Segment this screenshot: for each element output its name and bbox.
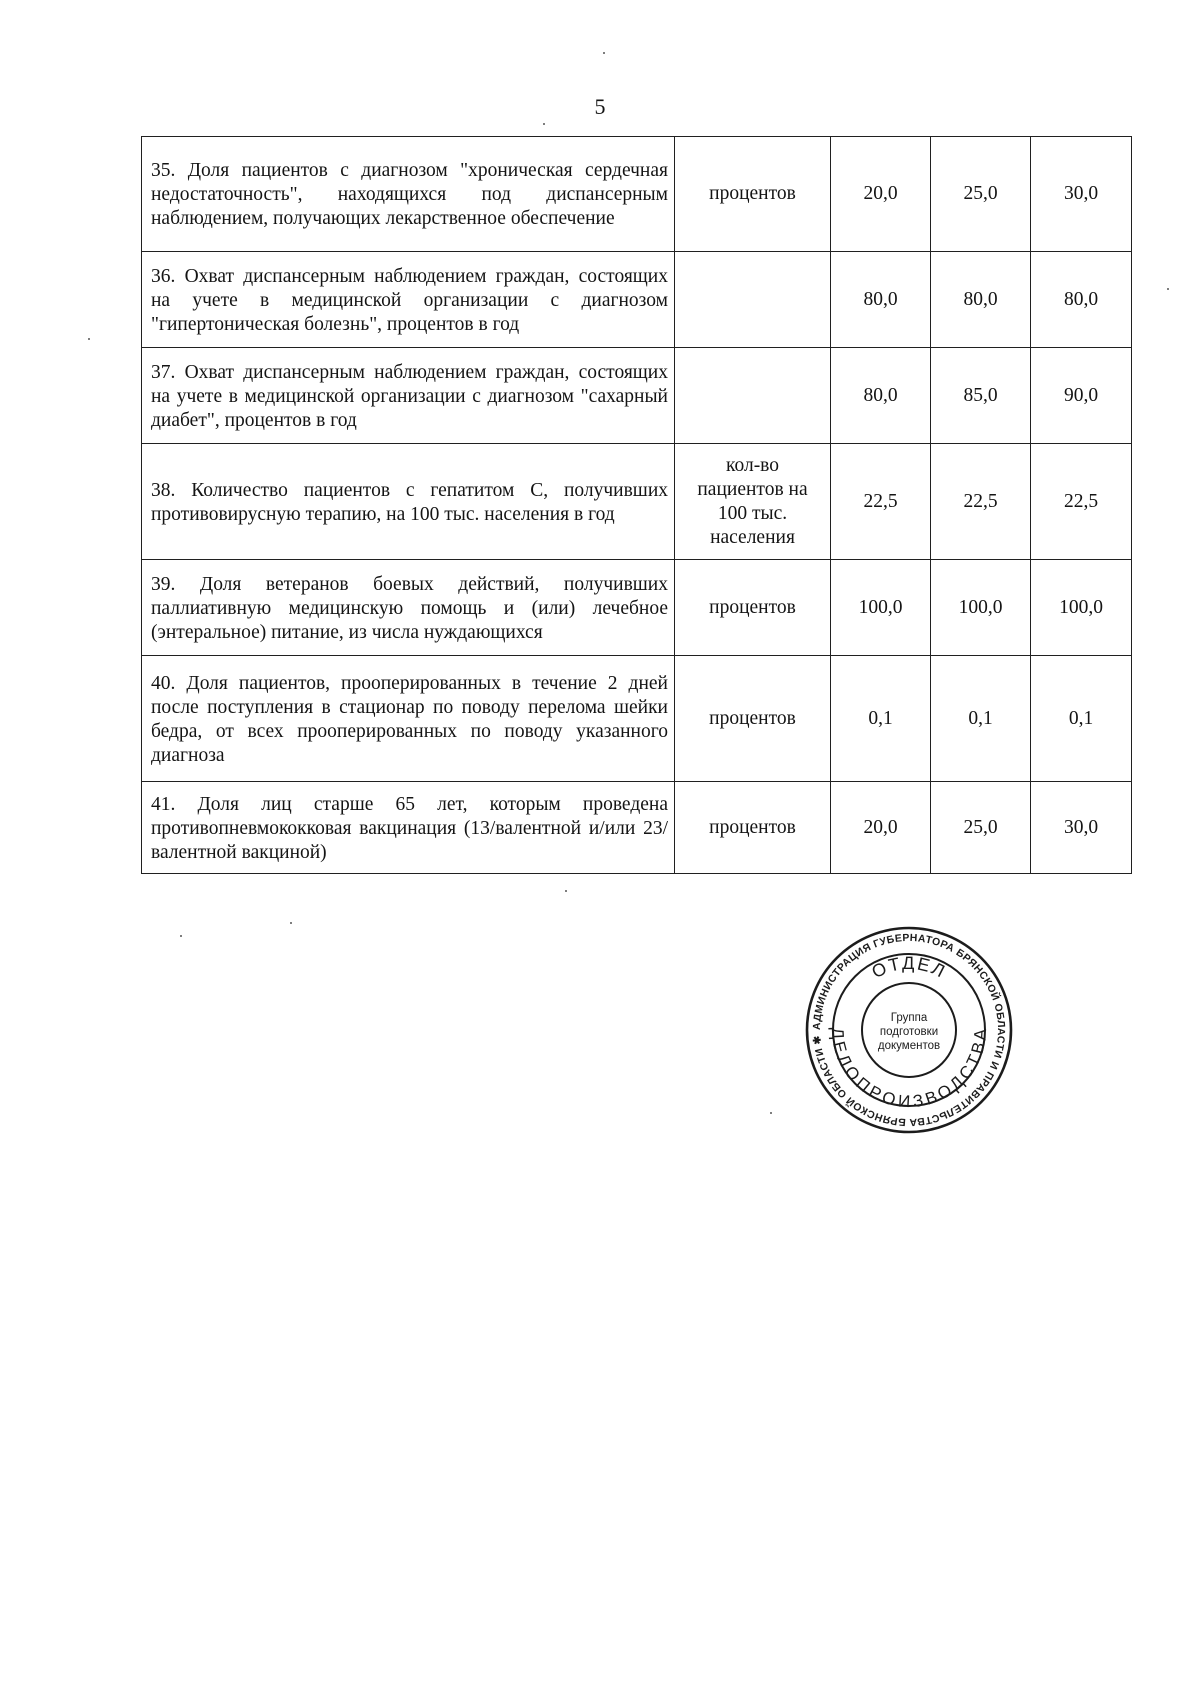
table-row (142, 560, 1132, 656)
scan-speck (1167, 288, 1169, 290)
indicator-description: 38. Количество пациентов с гепатитом С, получивших противовирусную терапию, на 100 тыс. населения в год (142, 444, 675, 560)
scan-speck (565, 890, 567, 892)
page-number: 5 (594, 94, 606, 119)
indicator-value: 100,0 (831, 560, 931, 656)
indicator-value: 100,0 (931, 560, 1031, 656)
indicator-value: 0,1 (931, 656, 1031, 782)
indicator-unit: процентов (675, 560, 831, 656)
stamp-top-arc-text: ОТДЕЛ (868, 952, 950, 983)
stamp-center-line: подготовки (879, 1026, 939, 1038)
indicator-value: 22,5 (931, 444, 1031, 560)
indicator-value: 80,0 (1031, 252, 1132, 348)
indicator-value: 22,5 (1031, 444, 1132, 560)
indicator-value: 20,0 (831, 137, 931, 252)
table-row (142, 782, 1132, 874)
indicator-value: 20,0 (831, 782, 931, 874)
indicator-unit: процентов (675, 137, 831, 252)
scan-speck (770, 1112, 772, 1114)
indicator-value: 0,1 (831, 656, 931, 782)
indicator-unit (675, 252, 831, 348)
indicators-table (141, 136, 1132, 874)
table-row (142, 137, 1132, 252)
indicator-value: 30,0 (1031, 137, 1132, 252)
stamp-center-line: Группа (890, 1012, 928, 1024)
scan-speck (180, 935, 182, 937)
indicator-value: 80,0 (831, 348, 931, 444)
scan-speck (543, 123, 545, 125)
indicator-unit: кол-во пациентов на 100 тыс. населения (675, 444, 831, 560)
indicator-description: 35. Доля пациентов с диагнозом "хроническая сердечная недостаточность", находящихся под диспансерным наблюдением, получающих лекарственное обеспечение (142, 137, 675, 252)
indicator-value: 100,0 (1031, 560, 1132, 656)
table-row (142, 252, 1132, 348)
indicator-description: 37. Охват диспансерным наблюдением граждан, состоящих на учете в медицинской организации с диагнозом "сахарный диабет", процентов в год (142, 348, 675, 444)
scan-speck (603, 52, 605, 54)
indicator-description: 40. Доля пациентов, прооперированных в течение 2 дней после поступления в стационар по поводу перелома шейки бедра, от всех прооперированных по поводу указанного диагноза (142, 656, 675, 782)
indicator-description: 36. Охват диспансерным наблюдением граждан, состоящих на учете в медицинской организации с диагнозом "гипертоническая болезнь", процентов в год (142, 252, 675, 348)
indicator-unit (675, 348, 831, 444)
indicator-value: 85,0 (931, 348, 1031, 444)
indicator-value: 80,0 (931, 252, 1031, 348)
indicator-description: 39. Доля ветеранов боевых действий, получивших паллиативную медицинскую помощь и (или) лечебное (энтеральное) питание, из числа нуждающихся (142, 560, 675, 656)
indicator-value: 0,1 (1031, 656, 1132, 782)
indicator-value: 90,0 (1031, 348, 1132, 444)
indicator-value: 30,0 (1031, 782, 1132, 874)
indicator-value: 22,5 (831, 444, 931, 560)
indicator-value: 25,0 (931, 782, 1031, 874)
table-row (142, 444, 1132, 560)
indicator-value: 25,0 (931, 137, 1031, 252)
scan-speck (290, 922, 292, 924)
indicator-unit: процентов (675, 656, 831, 782)
stamp-ring-text: АДМИНИСТРАЦИЯ ГУБЕРНАТОРА БРЯНСКОЙ ОБЛАСТИ И ПРАВИТЕЛЬСТВА БРЯНСКОЙ ОБЛАСТИ ✱ (811, 932, 1007, 1128)
indicator-value: 80,0 (831, 252, 931, 348)
table-row (142, 656, 1132, 782)
indicator-description: 41. Доля лиц старше 65 лет, которым проведена противопневмококковая вакцинация (13/валентной и/или 23/валентной вакциной) (142, 782, 675, 874)
stamp-center-line: документов (877, 1040, 941, 1052)
official-stamp (804, 925, 1014, 1135)
scan-speck (88, 338, 90, 340)
indicator-unit: процентов (675, 782, 831, 874)
table-row (142, 348, 1132, 444)
stamp-bottom-arc-text: ДЕЛОПРОИЗВОДСТВА (827, 1026, 991, 1112)
